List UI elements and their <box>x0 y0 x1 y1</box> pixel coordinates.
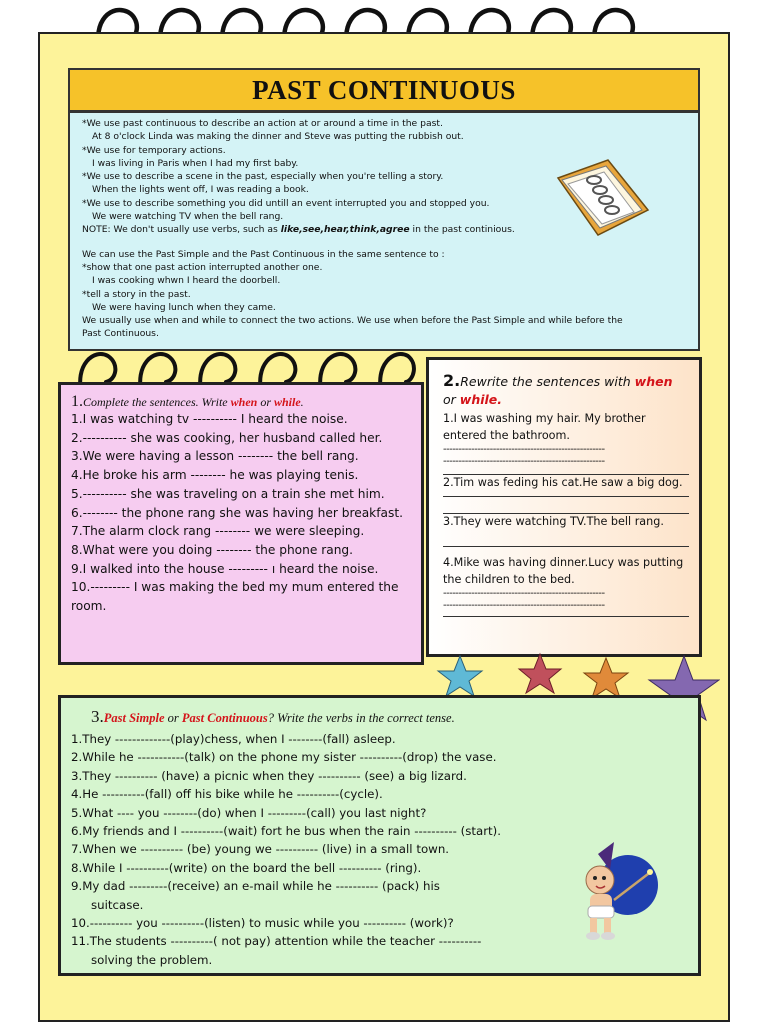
answer-line[interactable]: ---------------------------------------------------- <box>443 456 605 467</box>
wizard-clipart-icon <box>570 840 665 945</box>
grammar-line: *We use to describe something you did untill an event interrupted you and stopped you. <box>82 197 490 209</box>
grammar-line: We usually use when and while to connect the two actions. We use when before the Past Simple and while before the <box>82 315 623 327</box>
exercise-1-item: 7.The alarm clock rang -------- we were sleeping. <box>71 524 365 539</box>
exercise-3-item: 5.What ---- you --------(do) when I ---------(call) you last night? <box>71 805 427 820</box>
grammar-example: When the lights went off, I was reading a book. <box>92 184 309 196</box>
keyword-while: while <box>274 395 301 409</box>
star-blue-icon <box>438 656 482 696</box>
grammar-line: *We use to describe a scene in the past, especially when you're telling a story. <box>82 171 444 183</box>
star-orange-icon <box>584 658 628 698</box>
answer-rule[interactable] <box>443 468 689 475</box>
exercise-2-item: 1.I was washing my hair. My brother entered the bathroom. <box>443 412 646 442</box>
keyword-or: or <box>164 711 182 725</box>
exercise-1-box <box>58 382 424 665</box>
exercise-3-item-cont: solving the problem. <box>91 952 213 967</box>
instruction-end: . <box>300 395 304 409</box>
note-text-end: in the past continious. <box>409 224 515 236</box>
answer-rule[interactable] <box>443 612 689 617</box>
exercise-2-box <box>426 357 702 657</box>
grammar-example: We were watching TV when the bell rang. <box>92 211 284 223</box>
exercise-3-item: 8.While I ----------(write) on the board the bell ---------- (ring). <box>71 860 422 875</box>
exercise-3-number: 3. <box>91 707 104 726</box>
keyword-while: while. <box>459 392 503 407</box>
exercise-2-instruction <box>443 372 689 409</box>
exercise-1-item: 8.What were you doing -------- the phone rang. <box>71 542 354 557</box>
answer-line[interactable]: ---------------------------------------------------- <box>443 444 605 455</box>
exercise-3-item: 9.My dad ---------(receive) an e-mail while he ---------- (pack) his <box>71 879 440 894</box>
keyword-when: when <box>230 395 258 409</box>
exercise-1-item: 9.I walked into the house --------- ı heard the noise. <box>71 561 379 576</box>
exercise-1-item: 10.--------- I was making the bed my mum entered the room. <box>71 580 399 614</box>
exercise-3-item: 11.The students ----------( not pay) attention while the teacher ---------- <box>71 934 482 949</box>
answer-rule[interactable] <box>443 497 689 514</box>
exercise-1-text: Complete the sentences. Write <box>83 395 231 409</box>
answer-line[interactable]: ---------------------------------------------------- <box>443 588 605 599</box>
exercise-2-number: 2. <box>443 371 461 390</box>
exercise-1-item: 3.We were having a lesson -------- the bell rang. <box>71 449 359 464</box>
exercise-3-item: 1.They -------------(play)chess, when I --------(fall) asleep. <box>71 732 396 746</box>
grammar-example: At 8 o'clock Linda was making the dinner and Steve was putting the rubbish out. <box>92 131 464 143</box>
grammar-example: I was cooking whwn I heard the doorbell. <box>92 275 281 287</box>
grammar-line: *tell a story in the past. <box>82 288 191 300</box>
note-text: NOTE: We don't usually use verbs, such as <box>82 224 281 236</box>
exercise-2-item: 3.They were watching TV.The bell rang. <box>443 514 664 528</box>
title-banner <box>68 68 700 112</box>
grammar-line: We can use the Past Simple and the Past Continuous in the same sentence to : <box>82 248 445 260</box>
exercise-3-item: 10.---------- you ----------(listen) to music while you ---------- (work)? <box>71 916 454 931</box>
exercise-3-item-cont: suitcase. <box>91 897 144 912</box>
grammar-line: *We use past continuous to describe an action at or around a time in the past. <box>82 118 443 129</box>
exercise-1-item: 5.---------- she was traveling on a train she met him. <box>71 486 385 501</box>
grammar-line: *We use for temporary actions. <box>82 144 226 156</box>
exercise-1-item: 2.---------- she was cooking, her husband called her. <box>71 430 383 445</box>
answer-line[interactable]: ---------------------------------------------------- <box>443 600 605 611</box>
exercise-3-instruction <box>71 708 688 727</box>
exercise-3-item: 7.When we ---------- (be) young we ---------- (live) in a small town. <box>71 842 450 857</box>
grammar-line: *show that one past action interrupted another one. <box>82 261 323 273</box>
exercise-3-item: 3.They ---------- (have) a picnic when they ---------- (see) a big lizard. <box>71 768 467 783</box>
binder-icon <box>548 150 658 250</box>
exercise-2-text: Rewrite the sentences with <box>460 374 635 389</box>
grammar-line: Past Continuous. <box>82 328 159 340</box>
exercise-3-item: 4.He ----------(fall) off his bike while he ----------(cycle). <box>71 787 383 802</box>
exercise-1-instruction <box>71 395 411 409</box>
keyword-past-continuous: Past Continuous <box>181 711 268 725</box>
grammar-example: We were having lunch when they came. <box>92 301 276 313</box>
note-verbs: like,see,hear,think,agree <box>280 224 410 236</box>
exercise-2-item: 2.Tim was feding his cat.He saw a big dog. <box>443 476 683 489</box>
exercise-1-item: 1.I was watching tv ---------- I heard the noise. <box>71 412 348 426</box>
page-title: PAST CONTINUOUS <box>252 75 516 105</box>
exercise-3-item: 2.While he -----------(talk) on the phone my sister ----------(drop) the vase. <box>71 750 497 765</box>
keyword-past-simple: Past Simple <box>103 711 165 725</box>
keyword-or: or <box>257 395 274 409</box>
exercise-1-item: 4.He broke his arm -------- he was playing tenis. <box>71 468 359 483</box>
exercise-1-item: 6.-------- the phone rang she was having her breakfast. <box>71 505 403 520</box>
grammar-example: I was living in Paris when I had my first baby. <box>92 157 299 169</box>
keyword-when: when <box>634 374 673 389</box>
exercise-1-number: 1. <box>71 393 83 410</box>
exercise-2-item: 4.Mike was having dinner.Lucy was putting the children to the bed. <box>443 556 684 586</box>
exercise-3-text: ? Write the verbs in the correct tense. <box>267 711 455 725</box>
exercise-3-item: 6.My friends and I ----------(wait) fort he bus when the rain ---------- (start). <box>71 824 502 839</box>
star-red-icon <box>519 654 561 693</box>
answer-rule[interactable] <box>443 530 689 547</box>
keyword-or: or <box>443 392 460 407</box>
